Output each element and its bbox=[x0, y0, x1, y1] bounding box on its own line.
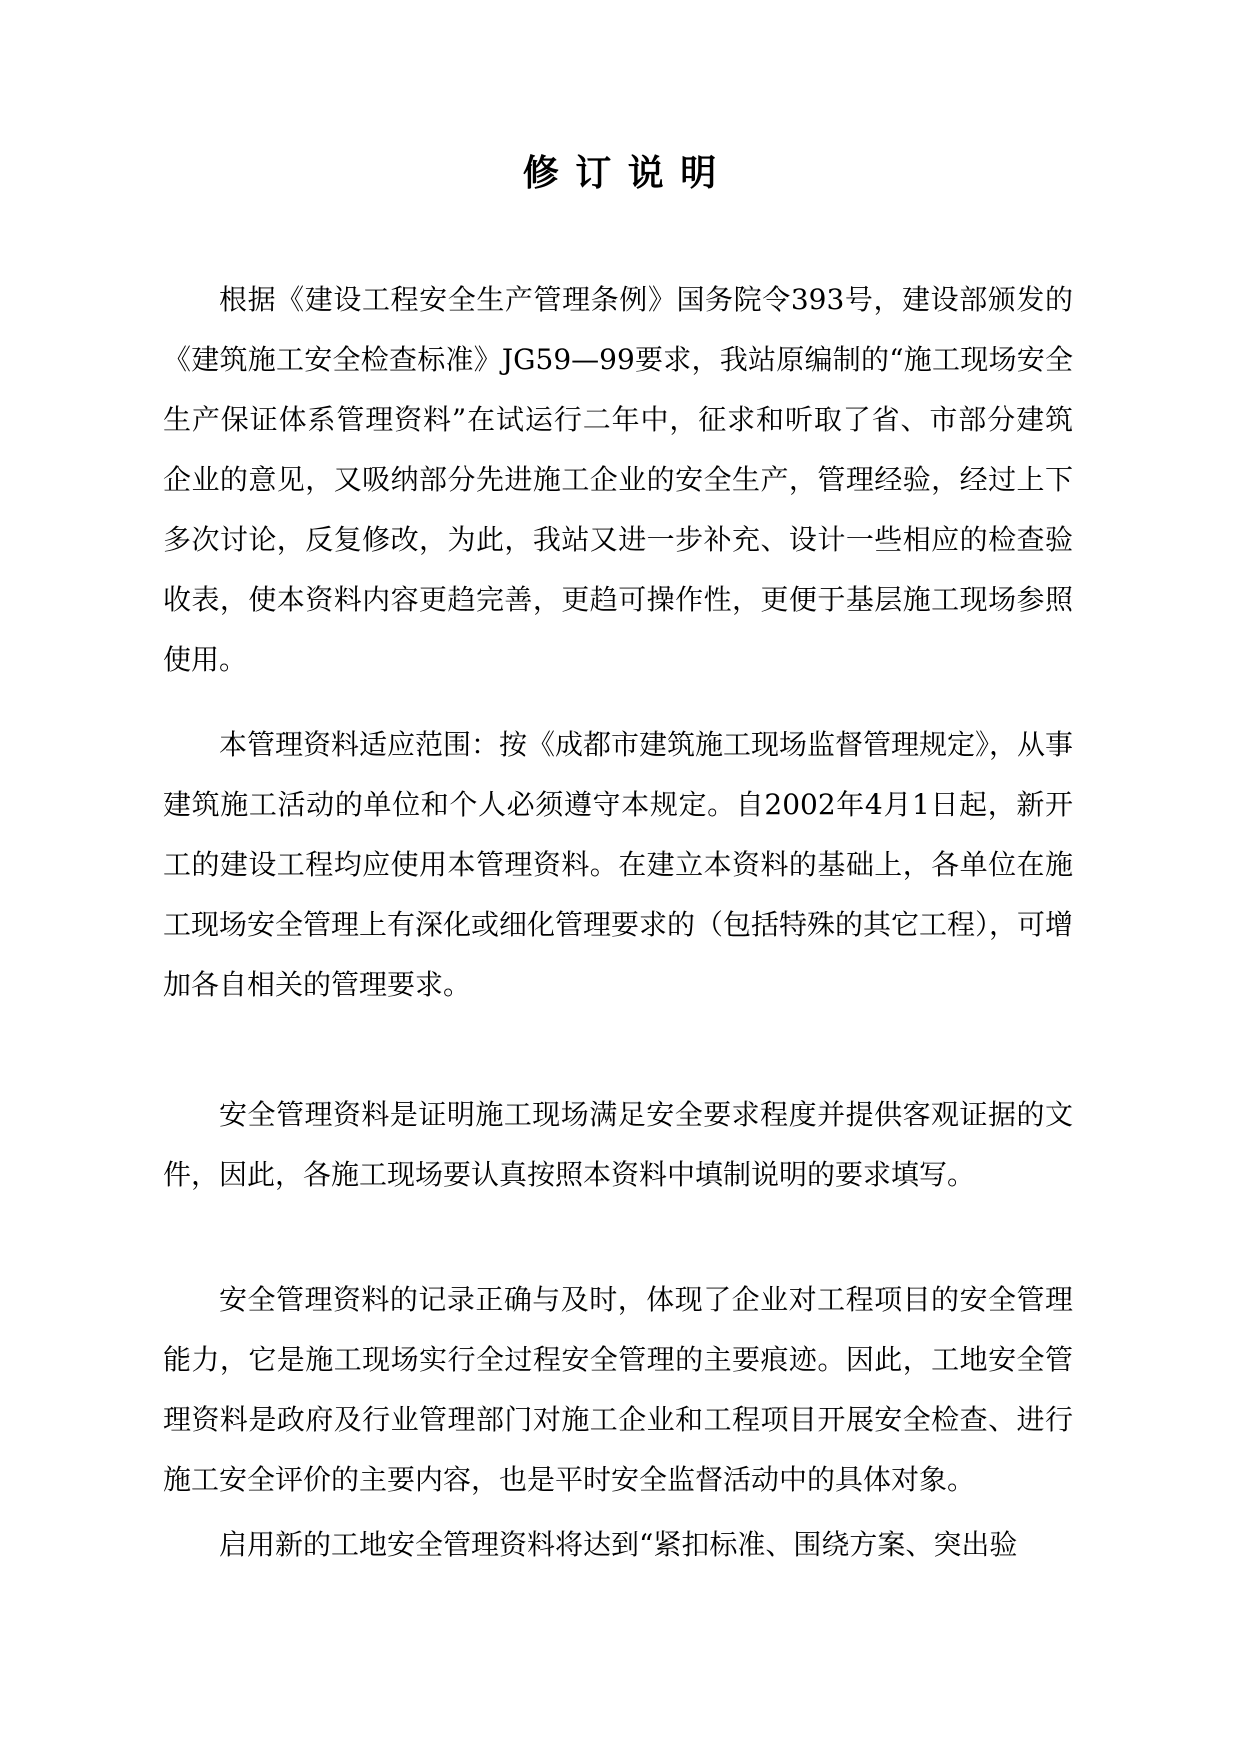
document-title: 修 订 说 明 bbox=[522, 153, 719, 194]
paragraph-revision-basis: 根据《建设工程安全生产管理条例》国务院令393号，建设部颁发的《建筑施工安全检查标准》JG59—99要求，我站原编制的“施工现场安全生产保证体系管理资料”在试运行二年中，征求和听取了省、市部分建筑企业的意见，又吸纳部分先进施工企业的安全生产，管理经验，经过上下多次讨论，反复修改，为此，我站又进一步补充、设计一些相应的检查验收表，使本资料内容更趋完善，更趋可操作性，更便于基层施工现场参照使用。 bbox=[163, 283, 1073, 676]
paragraph-records-importance: 安全管理资料的记录正确与及时，体现了企业对工程项目的安全管理能力，它是施工现场实行全过程安全管理的主要痕迹。因此，工地安全管理资料是政府及行业管理部门对施工企业和工程项目开展安全检查、进行施工安全评价的主要内容，也是平时安全监督活动中的具体对象。 bbox=[163, 1283, 1073, 1496]
paragraph-records-purpose: 安全管理资料是证明施工现场满足安全要求程度并提供客观证据的文件，因此，各施工现场要认真按照本资料中填制说明的要求填写。 bbox=[163, 1098, 1073, 1191]
paragraph-new-records-goal: 启用新的工地安全管理资料将达到“紧扣标准、围绕方案、突出验 bbox=[219, 1528, 1018, 1561]
paragraph-scope: 本管理资料适应范围：按《成都市建筑施工现场监督管理规定》，从事建筑施工活动的单位和个人必须遵守本规定。自2002年4月1日起，新开工的建设工程均应使用本管理资料。在建立本资料的基础上，各单位在施工现场安全管理上有深化或细化管理要求的（包括特殊的其它工程），可增加各自相关的管理要求。 bbox=[163, 728, 1074, 1001]
